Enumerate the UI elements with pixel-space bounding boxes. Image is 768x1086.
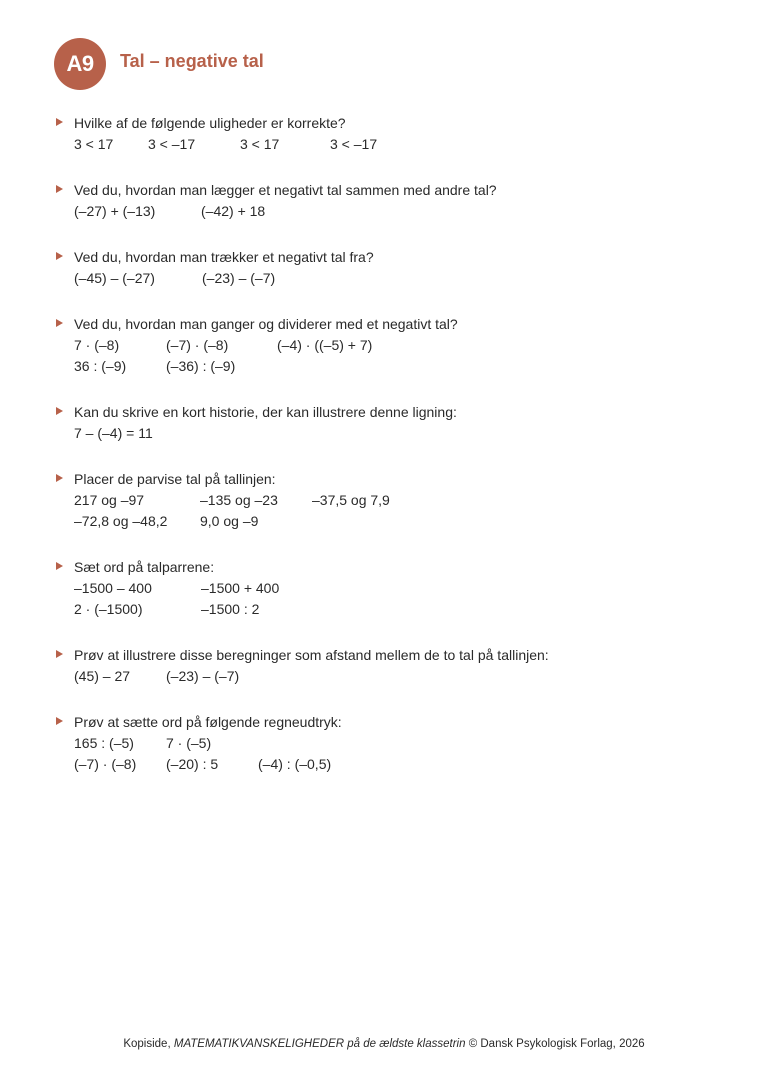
math-expression: –1500 : 2 <box>201 601 260 617</box>
question-prompt: Ved du, hvordan man lægger et negativt tal sammen med andre tal? <box>74 182 497 198</box>
math-expression: –135 og –23 <box>200 492 278 508</box>
bullet-arrow-icon <box>56 650 63 658</box>
expression-row <box>74 270 734 290</box>
math-expression: 7 · (–8) <box>74 337 120 353</box>
math-expression: (–23) – (–7) <box>166 668 240 684</box>
math-expression: –37,5 og 7,9 <box>312 492 390 508</box>
math-expression: (–42) + 18 <box>201 203 266 219</box>
math-expression: (–7) · (–8) <box>74 756 137 772</box>
expression-row <box>74 337 734 357</box>
bullet-arrow-icon <box>56 407 63 415</box>
page-footer <box>0 1038 768 1050</box>
math-expression: 3 < 17 <box>240 136 280 152</box>
math-expression: (45) – 27 <box>74 668 131 684</box>
math-expression: 7 · (–5) <box>166 735 212 751</box>
math-expression: (–20) : 5 <box>166 756 219 772</box>
question-prompt: Kan du skrive en kort historie, der kan illustrere denne ligning: <box>74 404 457 420</box>
expression-row <box>74 203 734 223</box>
math-expression: 3 < –17 <box>330 136 378 152</box>
expression-row <box>74 492 734 512</box>
bullet-arrow-icon <box>56 252 63 260</box>
expression-row <box>74 136 734 156</box>
math-expression: 36 : (–9) <box>74 358 127 374</box>
question-prompt: Hvilke af de følgende uligheder er korrekte? <box>74 115 346 131</box>
math-expression: 217 og –97 <box>74 492 145 508</box>
footer-prefix: Kopiside, <box>123 1038 174 1050</box>
bullet-arrow-icon <box>56 118 63 126</box>
bullet-arrow-icon <box>56 562 63 570</box>
math-expression: –1500 – 400 <box>74 580 152 596</box>
question-prompt: Placer de parvise tal på tallinjen: <box>74 471 276 487</box>
bullet-arrow-icon <box>56 474 63 482</box>
section-badge: A9 <box>54 38 106 90</box>
math-expression: 165 : (–5) <box>74 735 134 751</box>
math-expression: (–7) · (–8) <box>166 337 229 353</box>
expression-row <box>74 668 734 688</box>
question-prompt: Prøv at illustrere disse beregninger som afstand mellem de to tal på tallinjen: <box>74 647 549 663</box>
footer-copyright: © Dansk Psykologisk Forlag, 2026 <box>465 1038 645 1050</box>
math-expression: 3 < –17 <box>148 136 196 152</box>
math-expression: (–36) : (–9) <box>166 358 236 374</box>
math-expression: 7 – (–4) = 11 <box>74 425 153 441</box>
question-prompt: Sæt ord på talparrene: <box>74 559 215 575</box>
expression-row <box>74 756 734 776</box>
math-expression: (–27) + (–13) <box>74 203 156 219</box>
question-prompt: Ved du, hvordan man trækker et negativt tal fra? <box>74 249 374 265</box>
page-title: Tal – negative tal <box>120 51 264 71</box>
math-expression: (–23) – (–7) <box>202 270 276 286</box>
math-expression: (–4) · ((–5) + 7) <box>277 337 373 353</box>
math-expression: –72,8 og –48,2 <box>74 513 168 529</box>
expression-row <box>74 425 734 445</box>
math-expression: 9,0 og –9 <box>200 513 259 529</box>
expression-row <box>74 735 734 755</box>
math-expression: (–45) – (–27) <box>74 270 155 286</box>
question-prompt: Prøv at sætte ord på følgende regneudtryk: <box>74 714 342 730</box>
bullet-arrow-icon <box>56 717 63 725</box>
math-expression: 2 · (–1500) <box>74 601 143 617</box>
bullet-arrow-icon <box>56 185 63 193</box>
expression-row <box>74 601 734 621</box>
math-expression: 3 < 17 <box>74 136 114 152</box>
expression-row <box>74 358 734 378</box>
math-expression: –1500 + 400 <box>201 580 280 596</box>
bullet-arrow-icon <box>56 319 63 327</box>
expression-row <box>74 513 734 533</box>
expression-row <box>74 580 734 600</box>
question-prompt: Ved du, hvordan man ganger og dividerer med et negativt tal? <box>74 316 458 332</box>
footer-book-title: MATEMATIKVANSKELIGHEDER på de ældste klassetrin <box>173 1038 466 1050</box>
math-expression: (–4) : (–0,5) <box>258 756 332 772</box>
